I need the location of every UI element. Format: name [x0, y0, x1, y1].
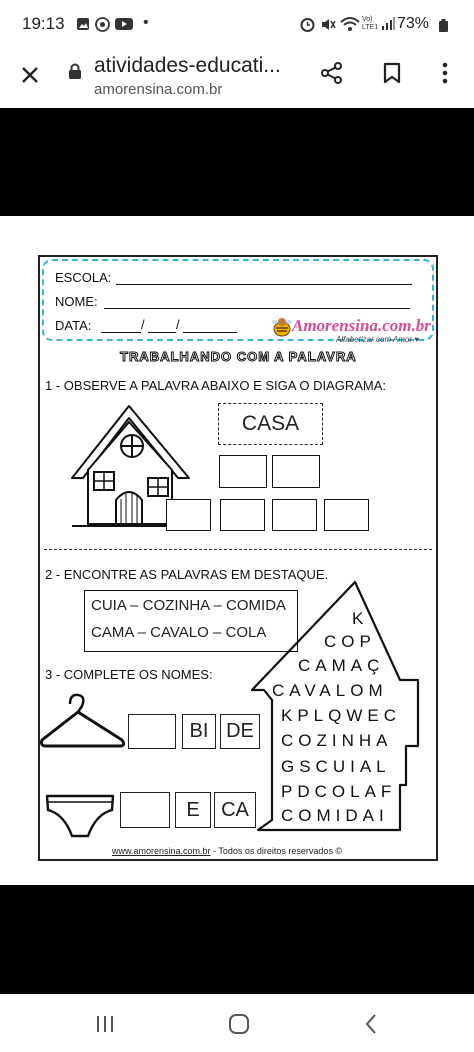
recents-icon[interactable] [95, 1015, 115, 1038]
complete-box: CA [214, 792, 256, 828]
wordsearch-row: GSCUIAL [281, 757, 391, 776]
complete-box: E [175, 792, 211, 828]
alarm-icon [300, 17, 315, 37]
word-list-line-2: CAMA – CAVALO – COLA [91, 624, 267, 641]
wordsearch-row: CAVALOM [272, 681, 388, 700]
escola-line [116, 284, 412, 285]
nome-label: NOME: [55, 294, 98, 309]
complete-box[interactable] [120, 792, 170, 828]
section-title: TRABALHANDO COM A PALAVRA [120, 349, 357, 364]
youtube-icon [115, 17, 133, 34]
bee-logo-icon [271, 316, 293, 343]
footer-text: - Todos os direitos reservados © [210, 846, 343, 856]
date-day-line [101, 332, 141, 333]
dot-icon: • [143, 14, 149, 31]
more-icon[interactable] [442, 62, 448, 89]
page-url[interactable]: amorensina.com.br [94, 81, 223, 98]
home-icon[interactable] [228, 1013, 250, 1040]
escola-label: ESCOLA: [55, 270, 112, 285]
hanger-icon [40, 692, 126, 755]
wordsearch-row: COZINHA [281, 731, 393, 750]
page-title[interactable]: atividades-educati... [94, 54, 281, 77]
battery-percent: 73% [397, 15, 430, 32]
battery-icon [439, 19, 448, 37]
diagram-box[interactable] [272, 499, 317, 531]
bookmark-icon[interactable] [383, 62, 401, 89]
diagram-box[interactable] [324, 499, 369, 531]
word-list-line-1: CUIA – COZINHA – COMIDA [91, 597, 287, 614]
worksheet-footer [112, 846, 342, 856]
brand-logo: Amorensina.com.br [292, 316, 431, 335]
date-month-line [148, 332, 176, 333]
signal-icon [381, 17, 395, 36]
nome-line [104, 308, 410, 309]
wordsearch-row: COP [324, 632, 376, 651]
wordsearch-row: CAMAÇ [298, 656, 385, 675]
whatsapp-icon [95, 17, 110, 35]
volte-icon: Vo) LTE1 [362, 16, 379, 31]
status-bar [0, 0, 474, 52]
underwear-icon [44, 792, 116, 845]
question-3: 3 - COMPLETE OS NOMES: [45, 667, 213, 682]
date-year-line [183, 332, 237, 333]
wordsearch-row: PDCOLAF [281, 782, 397, 801]
gallery-icon [76, 17, 90, 34]
date-sep-1: / [141, 317, 145, 332]
wordsearch-row: COMIDAI [281, 806, 389, 825]
complete-box[interactable] [128, 714, 176, 749]
bottom-dark-band [0, 885, 474, 994]
diagram-box[interactable] [166, 499, 211, 531]
diagram-box[interactable] [272, 455, 320, 488]
share-icon[interactable] [320, 61, 344, 90]
wordsearch-row: K [352, 609, 369, 628]
brand-tagline: Alfabetizar com Amor ♥ [336, 335, 420, 344]
wordsearch-row: KPLQWEC [281, 706, 402, 725]
complete-box: DE [220, 714, 260, 749]
question-1: 1 - OBSERVE A PALAVRA ABAIXO E SIGA O DIAGRAMA: [45, 378, 387, 393]
footer-url: www.amorensina.com.br [112, 846, 211, 856]
top-dark-band [0, 108, 474, 216]
word-box-casa: CASA [218, 403, 323, 445]
section-divider [44, 549, 432, 550]
mute-icon [320, 17, 336, 37]
close-icon[interactable] [20, 65, 40, 90]
date-sep-2: / [176, 317, 180, 332]
diagram-box[interactable] [219, 455, 267, 488]
back-icon[interactable] [364, 1013, 378, 1040]
lock-icon [68, 63, 82, 85]
complete-box: BI [182, 714, 216, 749]
question-2: 2 - ENCONTRE AS PALAVRAS EM DESTAQUE. [45, 567, 329, 582]
wifi-icon [340, 16, 360, 37]
diagram-box[interactable] [220, 499, 265, 531]
data-label: DATA: [55, 318, 92, 333]
status-time: 19:13 [22, 14, 65, 33]
